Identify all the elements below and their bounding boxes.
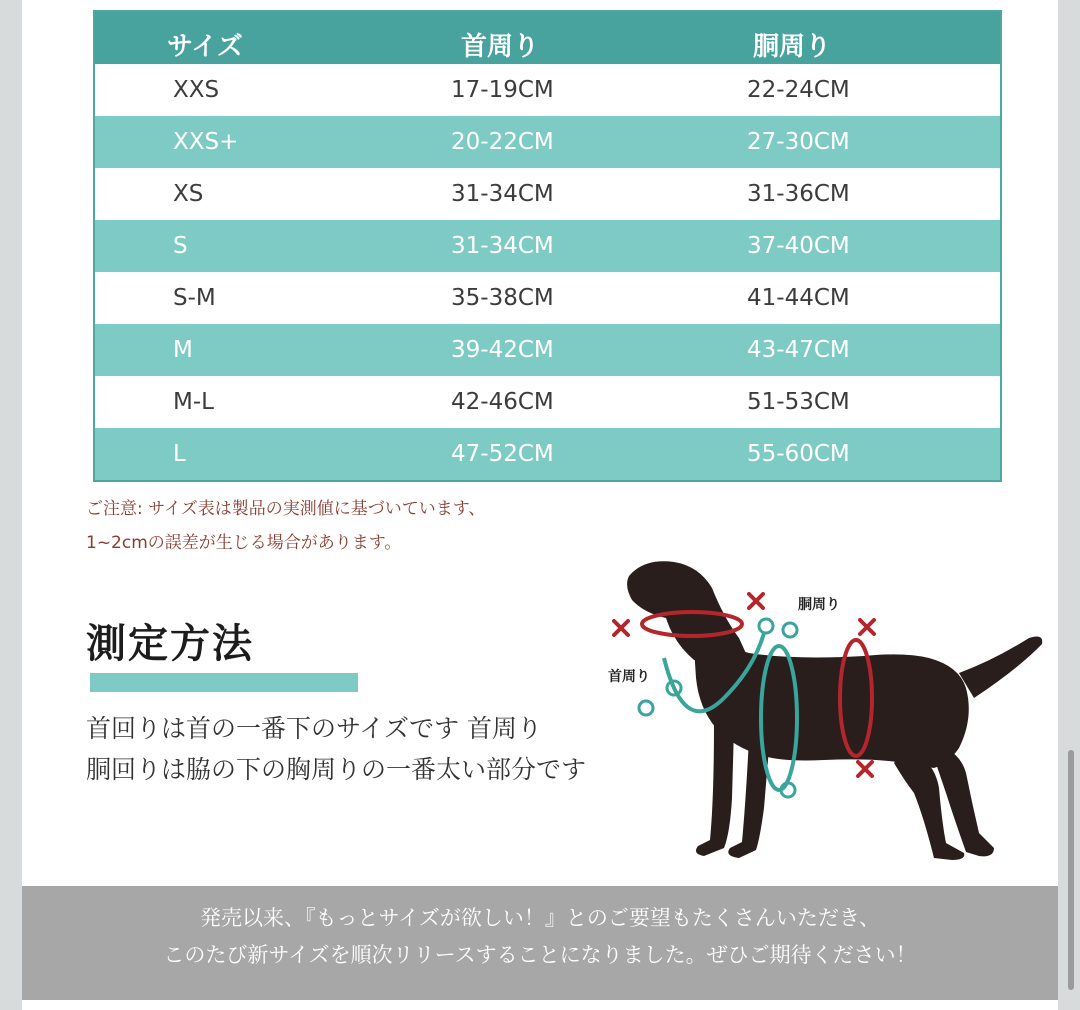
table-row [95, 64, 1000, 116]
title-underline [90, 673, 358, 692]
size-cell: XXS+ [173, 129, 239, 155]
banner-line-1: 発売以来、『もっとサイズが欲しい！』とのご要望もたくさんいただき、 [200, 906, 880, 930]
measure-description [86, 708, 586, 790]
header-neck: 首周り [461, 32, 540, 62]
neck-cell: 31-34CM [451, 233, 554, 259]
cross-icon [860, 620, 874, 634]
product-detail-page [22, 0, 1058, 1010]
chest-cell: 43-47CM [747, 337, 850, 363]
notice-line-1: ご注意: サイズ表は製品の実測値に基づいています、 [86, 499, 486, 519]
measure-line-1: 首回りは首の一番下のサイズです 首周り [86, 714, 542, 743]
chest-cell: 41-44CM [747, 285, 850, 311]
measure-line-2: 胴回りは脇の下の胸周りの一番太い部分です [86, 755, 587, 784]
chest-label: 胴周り [798, 597, 840, 613]
neck-cell: 47-52CM [451, 441, 554, 467]
table-row [95, 168, 1000, 220]
size-table [93, 10, 1002, 482]
size-cell: S-M [173, 285, 216, 311]
table-row [95, 428, 1000, 480]
chest-cell: 27-30CM [747, 129, 850, 155]
neck-label: 首周り [608, 669, 650, 685]
chest-cell: 31-36CM [747, 181, 850, 207]
dog-measure-diagram [574, 548, 1044, 878]
chest-cell: 37-40CM [747, 233, 850, 259]
notice-text [86, 492, 485, 560]
neck-cell: 20-22CM [451, 129, 554, 155]
chest-cell: 51-53CM [747, 389, 850, 415]
measure-title: 測定方法 [86, 621, 254, 667]
neck-cell: 17-19CM [451, 77, 554, 103]
scrollbar[interactable] [1068, 750, 1074, 990]
circle-icon [783, 623, 797, 637]
release-banner [22, 886, 1058, 1000]
size-cell: S [173, 233, 188, 259]
table-row [95, 220, 1000, 272]
neck-cell: 39-42CM [451, 337, 554, 363]
table-row [95, 116, 1000, 168]
size-cell: M [173, 337, 193, 363]
neck-cell: 35-38CM [451, 285, 554, 311]
table-row [95, 272, 1000, 324]
chest-cell: 22-24CM [747, 77, 850, 103]
banner-line-2: このたび新サイズを順次リリースすることになりました。ぜひご期待ください！ [163, 943, 917, 967]
cross-icon [614, 621, 628, 635]
size-table-body [95, 64, 1000, 480]
table-row [95, 376, 1000, 428]
table-row [95, 324, 1000, 376]
size-cell: M-L [173, 389, 214, 415]
cross-icon [749, 594, 763, 608]
header-chest: 胴周り [753, 32, 832, 62]
size-cell: XXS [173, 77, 220, 103]
size-table-header [95, 12, 1000, 64]
neck-cell: 42-46CM [451, 389, 554, 415]
neck-cell: 31-34CM [451, 181, 554, 207]
cross-icon [858, 762, 872, 776]
size-cell: L [173, 441, 186, 467]
circle-icon [639, 701, 653, 715]
size-cell: XS [173, 181, 204, 207]
circle-icon [759, 619, 773, 633]
header-size: サイズ [167, 32, 243, 62]
chest-cell: 55-60CM [747, 441, 850, 467]
notice-line-2: 1~2cmの誤差が生じる場合があります。 [86, 533, 402, 553]
